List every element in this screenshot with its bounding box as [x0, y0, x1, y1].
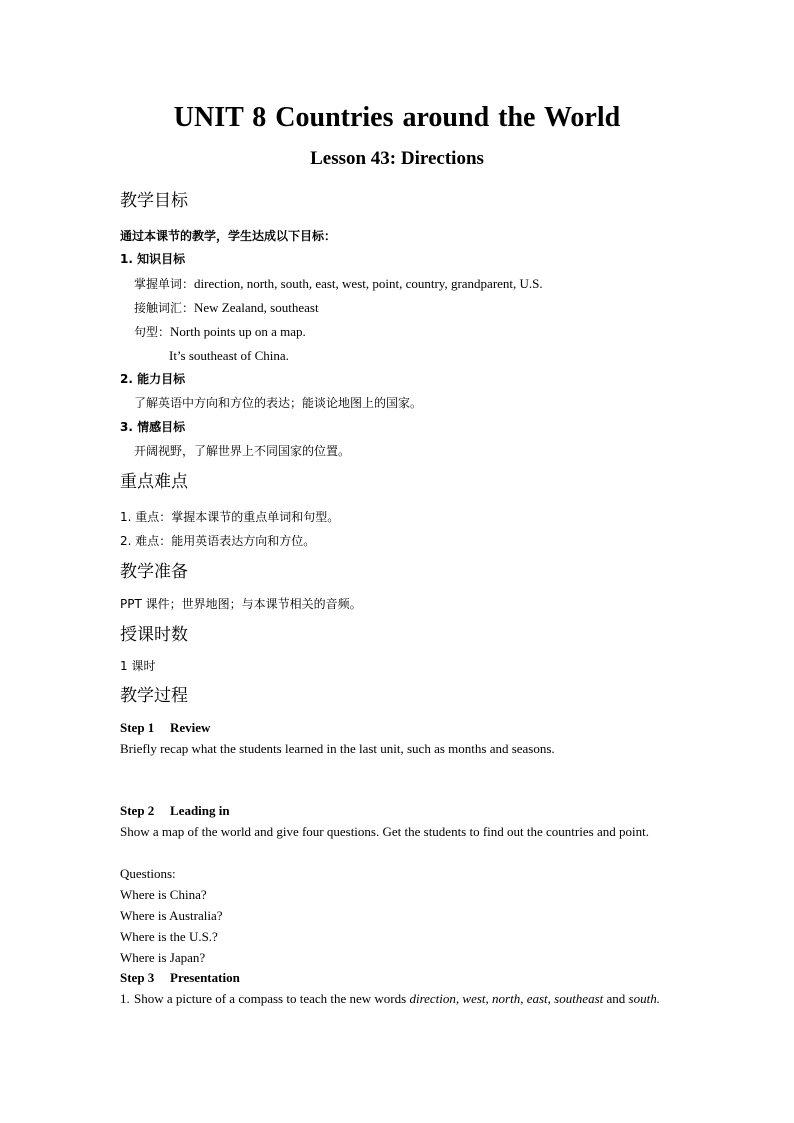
step1-heading — [120, 719, 210, 736]
step3-title: Presentation — [170, 970, 240, 985]
step2-title: Leading in — [170, 803, 230, 818]
question-3: Where is the U.S.? — [120, 929, 218, 944]
step2-text: Show a map of the world and give four questions. Get the students to find out the countries and point. — [120, 824, 649, 839]
keypoint-1: 1. 重点：掌握本课节的重点单词和句型。 — [120, 510, 340, 524]
question-1: Where is China? — [120, 887, 207, 902]
step3-heading — [120, 969, 240, 986]
step3-item-and: and — [606, 991, 626, 1006]
preparation-text: PPT 课件；世界地图；与本课节相关的音频。 — [120, 597, 362, 611]
ability-text: 了解英语中方向和方位的表达；能谈论地图上的国家。 — [134, 396, 423, 410]
step2-number: Step 2 — [120, 803, 155, 818]
vocab-line — [134, 275, 543, 293]
pattern-label: 句型： — [134, 325, 171, 339]
step3-item-words: direction, west, north, east, southeast — [409, 991, 604, 1006]
contact-words: New Zealand, southeast — [194, 300, 319, 315]
step1-title: Review — [170, 720, 211, 735]
contact-label: 接触词汇： — [134, 301, 195, 315]
step3-item-marker: 1. — [120, 991, 130, 1006]
questions-label: Questions: — [120, 866, 176, 881]
pattern-1: North points up on a map. — [170, 324, 306, 339]
step3-item-last: south. — [628, 991, 660, 1006]
hours-text: 1 课时 — [120, 659, 156, 673]
step2-heading — [120, 802, 230, 819]
step3-number: Step 3 — [120, 970, 155, 985]
ability-heading: 2. 能力目标 — [120, 372, 186, 386]
knowledge-heading: 1. 知识目标 — [120, 252, 186, 266]
contact-line — [134, 299, 319, 317]
emotion-heading: 3. 情感目标 — [120, 420, 186, 434]
step3-item-text: Show a picture of a compass to teach the new words — [134, 991, 407, 1006]
vocab-label: 掌握单词： — [134, 277, 195, 291]
emotion-text: 开阔视野，了解世界上不同国家的位置。 — [134, 444, 351, 458]
keypoint-2: 2. 难点：能用英语表达方向和方位。 — [120, 534, 316, 548]
step1-text: Briefly recap what the students learned in the last unit, such as months and seasons. — [120, 741, 555, 756]
lesson-title: Lesson 43: Directions — [310, 148, 484, 169]
step3-item-1 — [120, 988, 675, 1009]
keypoints-heading: 重点难点 — [120, 472, 188, 492]
preparation-heading: 教学准备 — [120, 562, 188, 582]
question-2: Where is Australia? — [120, 908, 223, 923]
unit-title: UNIT 8 Countries around the World — [173, 102, 621, 133]
objectives-intro: 通过本课节的教学，学生达成以下目标： — [120, 229, 337, 243]
vocab-words: direction, north, south, east, west, point, country, grandparent, U.S. — [194, 276, 543, 291]
step1-number: Step 1 — [120, 720, 155, 735]
pattern-line — [134, 323, 306, 341]
pattern-2: It’s southeast of China. — [169, 348, 289, 363]
hours-heading: 授课时数 — [120, 625, 188, 645]
question-4: Where is Japan? — [120, 950, 206, 965]
objectives-heading: 教学目标 — [120, 191, 188, 211]
process-heading: 教学过程 — [120, 686, 188, 706]
